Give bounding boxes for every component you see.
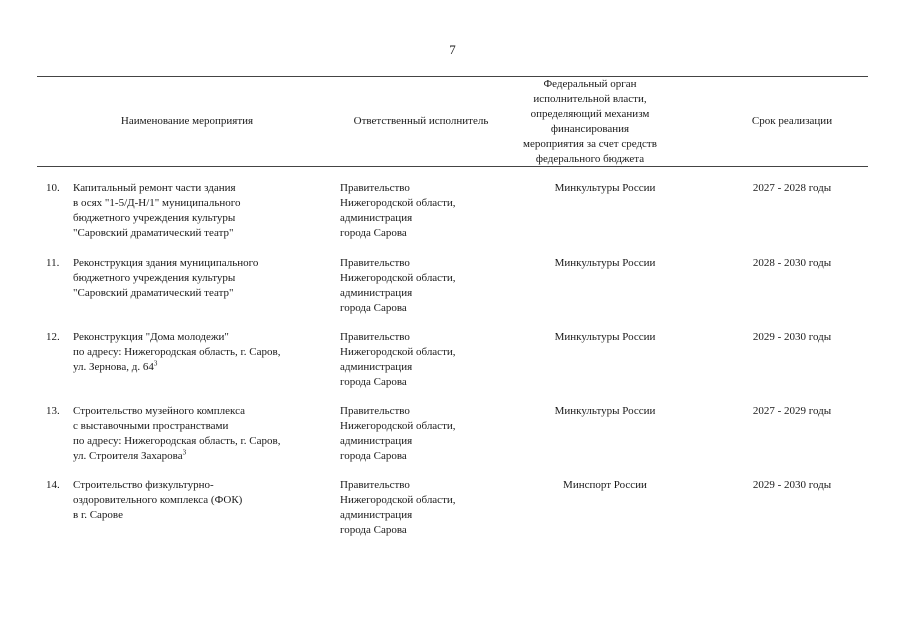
row-name-line: "Саровский драматический театр" [73, 287, 234, 299]
row-responsible-line: администрация [340, 361, 413, 373]
row-name-line [73, 360, 335, 375]
column-header-federal-body-line: федерального бюджета [535, 152, 645, 165]
row-responsible [340, 181, 500, 241]
row-federal-body: Минкультуры России [554, 182, 656, 194]
row-number: 10. [46, 182, 60, 194]
row-responsible-line: администрация [340, 212, 413, 224]
row-responsible-line: города Сарова [340, 450, 407, 462]
row-federal-body: Минкультуры России [554, 405, 656, 417]
row-responsible-line: Правительство [340, 405, 410, 417]
row-name [73, 181, 335, 241]
row-name [73, 256, 335, 301]
row-number: 14. [46, 479, 60, 491]
row-name-line [73, 449, 335, 464]
footnote-mark: 3 [153, 359, 158, 368]
row-responsible-line: Нижегородской области, [340, 197, 456, 209]
row-name-line: бюджетного учреждения культуры [73, 272, 236, 284]
row-name [73, 330, 335, 375]
row-name-text: ул. Строителя Захарова [73, 450, 183, 462]
column-header-term [712, 77, 872, 166]
row-responsible-line: администрация [340, 435, 413, 447]
column-header-responsible [337, 77, 505, 166]
row-number: 13. [46, 405, 60, 417]
row-name-line: в осях "1-5/Д-Н/1" муниципального [73, 197, 241, 209]
row-responsible [340, 478, 500, 538]
row-name-line: в г. Сарове [73, 509, 123, 521]
row-name-line: Строительство музейного комплекса [73, 405, 245, 417]
column-header-federal-body-line: финансирования [550, 122, 630, 135]
row-responsible-line: администрация [340, 287, 413, 299]
table-row [0, 478, 905, 548]
row-responsible [340, 256, 500, 316]
row-name-line: по адресу: Нижегородская область, г. Саров, [73, 346, 281, 358]
row-responsible-line: Правительство [340, 182, 410, 194]
row-term: 2027 - 2029 годы [752, 405, 832, 417]
row-name [73, 404, 335, 464]
row-name-line: "Саровский драматический театр" [73, 227, 234, 239]
row-term: 2028 - 2030 годы [752, 257, 832, 269]
row-name-line: бюджетного учреждения культуры [73, 212, 236, 224]
column-header-federal-body [505, 77, 675, 166]
row-name-line: Реконструкция здания муниципального [73, 257, 259, 269]
row-responsible-line: Нижегородской области, [340, 272, 456, 284]
column-header-term-text: Срок реализации [751, 115, 833, 127]
row-name-line: по адресу: Нижегородская область, г. Саров, [73, 435, 281, 447]
column-header-federal-body-line: Федеральный орган [543, 77, 637, 90]
row-responsible-line: Нижегородской области, [340, 494, 456, 506]
row-federal-body: Минкультуры России [554, 331, 656, 343]
column-header-name-text: Наименование мероприятия [120, 115, 254, 127]
column-header-federal-body-line: исполнительной власти, [533, 92, 647, 105]
row-name-text: ул. Зернова, д. 64 [73, 361, 154, 373]
row-federal-body: Минспорт России [563, 479, 647, 491]
row-term: 2027 - 2028 годы [752, 182, 832, 194]
row-name-line: с выставочными пространствами [73, 420, 229, 432]
row-responsible [340, 404, 500, 464]
table-header-bottom-rule [37, 166, 868, 167]
row-federal-body: Минкультуры России [554, 257, 656, 269]
row-responsible-line: города Сарова [340, 302, 407, 314]
row-name-line: Строительство физкультурно- [73, 479, 214, 491]
row-responsible-line: Правительство [340, 257, 410, 269]
page-number: 7 [449, 42, 456, 57]
column-header-federal-body-line: мероприятия за счет средств [523, 137, 657, 150]
row-name-line: Капитальный ремонт части здания [73, 182, 236, 194]
row-responsible-line: администрация [340, 509, 413, 521]
row-responsible-line: города Сарова [340, 227, 407, 239]
column-header-federal-body-line: определяющий механизм [530, 107, 650, 120]
row-name-line: Реконструкция "Дома молодежи" [73, 331, 229, 343]
row-term: 2029 - 2030 годы [752, 479, 832, 491]
row-responsible-line: Правительство [340, 331, 410, 343]
row-name [73, 478, 335, 523]
row-responsible-line: города Сарова [340, 376, 407, 388]
column-header-responsible-text: Ответственный исполнитель [353, 115, 489, 127]
table-row [0, 404, 905, 474]
row-responsible-line: Правительство [340, 479, 410, 491]
row-responsible-line: Нижегородской области, [340, 420, 456, 432]
row-responsible-line: Нижегородской области, [340, 346, 456, 358]
table-row [0, 181, 905, 251]
footnote-mark: 3 [182, 448, 187, 457]
column-header-name [37, 77, 337, 166]
row-number: 11. [46, 257, 60, 269]
row-responsible-line: города Сарова [340, 524, 407, 536]
row-responsible [340, 330, 500, 390]
table-row [0, 330, 905, 400]
table-row [0, 256, 905, 326]
row-term: 2029 - 2030 годы [752, 331, 832, 343]
row-name-line: оздоровительного комплекса (ФОК) [73, 494, 243, 506]
row-number: 12. [46, 331, 60, 343]
